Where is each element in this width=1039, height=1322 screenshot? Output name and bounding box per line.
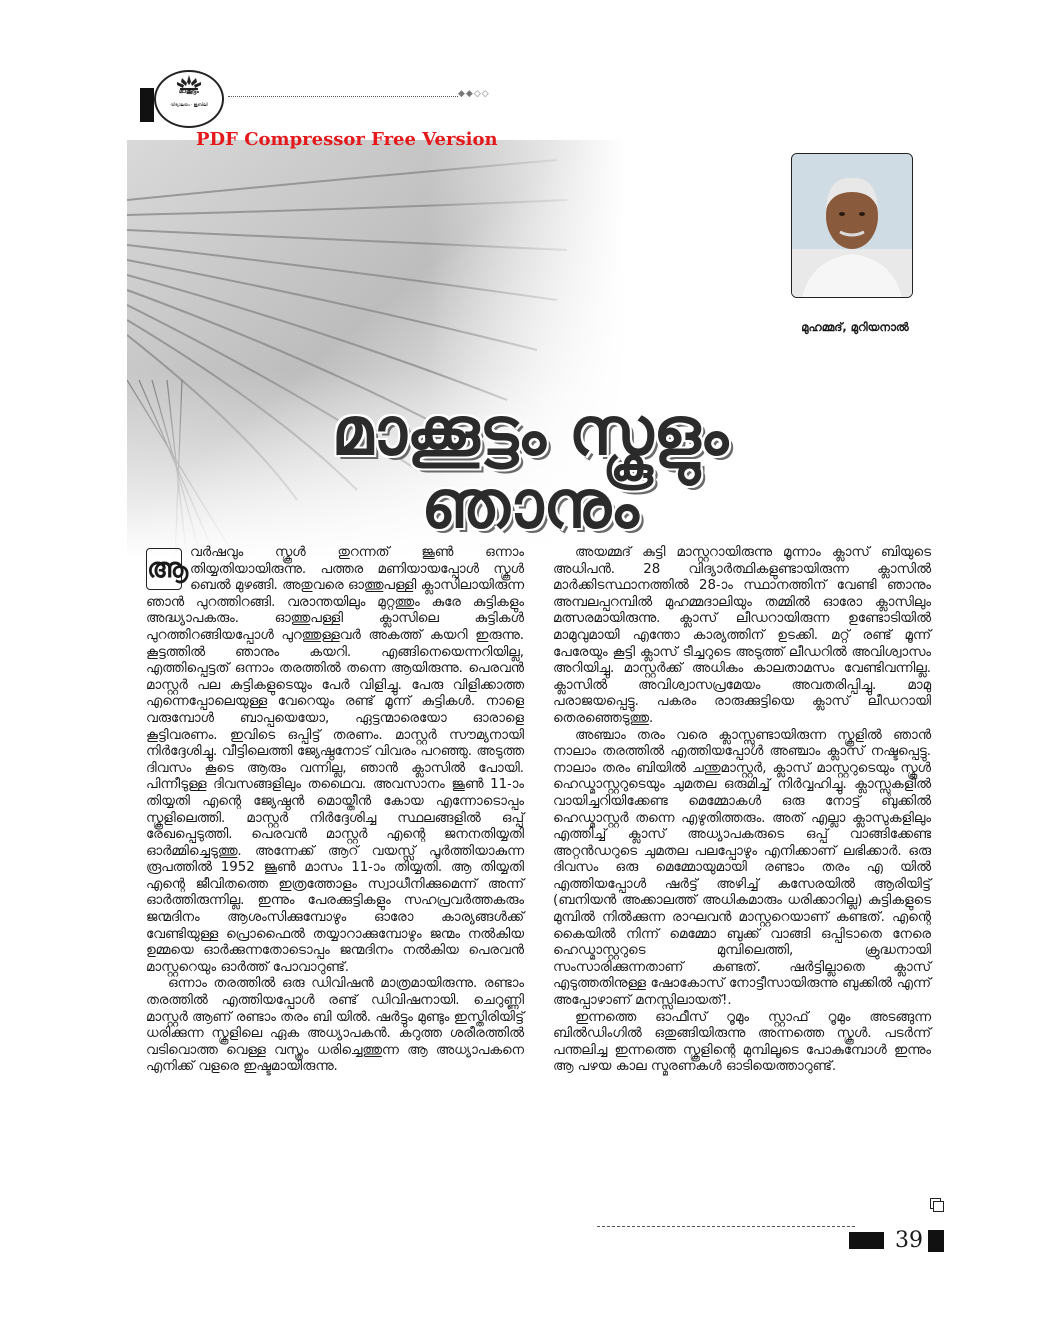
page-number: 39 xyxy=(895,1228,923,1253)
watermark: PDF Compressor Free Version xyxy=(196,129,498,150)
footer-dashed-rule xyxy=(597,1226,855,1227)
article-title-line-2: ഞാനും xyxy=(421,466,639,543)
paragraph: അഞ്ചാം തരം വരെ ക്ലാസ്സുണ്ടായിരുന്ന സ്കൂളിൽ ഞാൻ നാലാം തരത്തിൽ എത്തിയപ്പോൾ അഞ്ചാം ക്ലാസ് നഷ്ടപ്പെട്ടു. നാലാം തരം ബിയിൽ ചന്തുമാസ്റ്റർ, ക്ലാസ് മാസ്റ്ററുടെയും സ്കൂൾ ഹെഡ്മാസ്റ്ററുടെയും ചുമതല ഒരുമിച്ച് നിർവ്വഹിച്ചു. ക്ലാസ്സുകളിൽ വായിച്ചറിയിക്കേണ്ട മെമ്മോകൾ ഒരു നോട്ട് ബുക്കിൽ ഹെഡ്മാസ്റ്റർ തന്നെ എഴുതിത്തരും. അത് എല്ലാ ക്ലാസുകളിലും എത്തിച്ച് ക്ലാസ് അധ്യാപകരുടെ ഒപ്പ് വാങ്ങിക്കേണ്ട അറ്റൻഡറുടെ ചുമതല പലപ്പോഴും എനിക്കാണ് ലഭിക്കാർ. ഒരു ദിവസം ഒരു മെമ്മോയുമായി രണ്ടാം തരം എ യിൽ എത്തിയപ്പോൾ ഷർട്ട് അഴിച്ച് കസേരയിൽ ആരിയിട്ട് (ബനിയൻ അക്കാലത്ത് അധികമാരും ധരിക്കാറില്ല) കുട്ടികളുടെ മുമ്പിൽ നിൽക്കുന്ന രാഘവൻ മാസ്റ്ററെയാണ് കണ്ടത്. എന്റെ കൈയിൽ നിന്ന് മെമ്മോ ബുക്ക് വാങ്ങി ഒപ്പിടാതെ നേരെ ഹെഡ്മാസ്റ്ററുടെ മുമ്പിലെത്തി, ക്രുദ്ധനായി സംസാരിക്കുന്നതാണ് കണ്ടത്. ഷർട്ടില്ലാതെ ക്ലാസ് എടുത്തതിനുള്ള ഷോകോസ് നോട്ടീസായിരുന്നു ബുക്കിൽ എന്ന് അപ്പോഴാണ് മനസ്സിലായത്!. xyxy=(553,727,931,1009)
article-column-right xyxy=(553,545,931,1076)
paragraph xyxy=(146,545,524,976)
article-title-line-1: മാക്കൂട്ടം സ്കൂളും xyxy=(331,393,729,470)
paragraph: ഒന്നാം തരത്തിൽ ഒരു ഡിവിഷൻ മാത്രമായിരുന്നു. രണ്ടാം തരത്തിൽ എത്തിയപ്പോൾ രണ്ട് ഡിവിഷനായി. ചെറുണ്ണി മാസ്റ്റർ ആണ് രണ്ടാം തരം ബി യിൽ. ഷർട്ടും മുണ്ടും ഇസ്തിരിയിട്ട് ധരിക്കുന്ന സ്കൂളിലെ ഏക അധ്യാപകൻ. കറുത്ത ശരീരത്തിൽ വടിവൊത്ത വെള്ള വസ്ത്രം ധരിച്ചെത്തുന്ന ആ അധ്യാപകനെ എനിക്ക് വളരെ ഇഷ്ടമായിരുന്നു. xyxy=(146,976,524,1075)
author-name: മുഹമ്മദ്, മുറിയനാൽ xyxy=(801,320,909,334)
emblem-title: മാക്കൂട്ടം xyxy=(178,88,200,95)
paragraph: അയമ്മദ് കുട്ടി മാസ്റ്ററായിരുന്നു മൂന്നാം ക്ലാസ് ബിയുടെ അധിപൻ. 28 വിദ്യാർത്ഥികളുണ്ടായിരുന്ന ക്ലാസിൽ മാർക്കിടസ്ഥാനത്തിൽ 28-ാം സ്ഥാനത്തിന് വേണ്ടി ഞാനും അമ്പലപ്പറമ്പിൽ മുഹമ്മദാലിയും തമ്മിൽ ഓരോ ക്ലാസിലും മത്സരമായിരുന്നു. ക്ലാസ് ലീഡറായിരുന്ന ഉണ്ടോടിയിൽ മാമുവുമായി എന്തോ കാര്യത്തിന് ഉടക്കി. മറ്റ് രണ്ട് മൂന്ന് പേരേയും കൂട്ടി ക്ലാസ് ടീച്ചറുടെ അടുത്ത് ലീഡറിൽ അവിശ്വാസം അറിയിച്ചു. മാസ്റ്റർക്ക് അധികം കാലതാമസം വേണ്ടിവന്നില്ല. ക്ലാസിൽ അവിശ്വാസപ്രമേയം അവതരിപ്പിച്ചു. മാമു പരാജയപ്പെട്ടു. പകരം രാരുക്കുട്ടിയെ ക്ലാസ് ലീഡറായി തെരഞ്ഞെടുത്തു. xyxy=(553,545,931,726)
author-portrait-image xyxy=(792,154,912,297)
header-diamonds: ◆◆◇◇ xyxy=(458,89,490,99)
emblem-black-block xyxy=(140,88,154,122)
paragraph: ഇന്നത്തെ ഓഫീസ് റൂമും സ്റ്റാഫ് റൂമും അടങ്ങുന്ന ബിൽഡിംഗിൽ ഒതുങ്ങിയിരുന്നു അന്നത്തെ സ്കൂൾ. പടർന്ന് പന്തലിച്ച ഇന്നത്തെ സ്കൂളിന്റെ മുമ്പിലൂടെ പോകുമ്പോൾ ഇന്നും ആ പഴയ കാല സ്മരണകൾ ഓടിയെത്താറുണ്ട്. xyxy=(553,1009,931,1075)
header-dotted-rule xyxy=(228,96,458,97)
page-number-bar xyxy=(928,1230,944,1252)
end-of-article-icon xyxy=(930,1198,944,1212)
emblem-subtitle: വിദ്യാലയം · ജൂബിലി xyxy=(170,102,208,107)
school-emblem xyxy=(140,68,226,130)
author-photo xyxy=(791,153,913,298)
drop-cap: ആ xyxy=(146,548,182,590)
article-column-left xyxy=(146,545,524,1076)
paragraph-text: വർഷവും സ്കൂൾ തുറന്നത് ജൂൺ ഒന്നാം തിയ്യതിയായിരുന്നു. പത്തര മണിയായപ്പോൾ സ്കൂൾ ബെൽ മുഴങ്ങി. അതുവരെ ഓത്തുപള്ളി ക്ലാസിലായിരുന്ന ഞാൻ പുറത്തിറങ്ങി. വരാന്തയിലും മുറ്റത്തും കുരേ കുട്ടികളും അദ്ധ്യാപകരും. ഓത്തുപള്ളി ക്ലാസിലെ കുട്ടികൾ പുറത്തിറങ്ങിയപ്പോൾ പുറത്തുള്ളവർ അകത്ത് കയറി ഇരുന്നു. കൂട്ടത്തിൽ ഞാനും കയറി. എങ്ങിനെയെന്നറിയില്ല, എത്തിപ്പെട്ടത് ഒന്നാം തരത്തിൽ തന്നെ ആയിരുന്നു. പെരവൻ മാസ്റ്റർ പല കുട്ടികളുടെയും പേർ വിളിച്ചു. പേരു വിളിക്കാത്ത എന്നെപ്പോലെയുള്ള വേറെയും രണ്ട് മൂന്ന് കുട്ടികൾ. നാളെ വരുമ്പോൾ ബാപ്പയെയോ, ഏട്ടന്മാരെയോ ഓരാളെ കൂട്ടിവരണം. ഇവിടെ ഒപ്പിട്ട് തരണം. മാസ്റ്റർ സൗമ്യനായി നിർദ്ദേശിച്ചു. വീട്ടിലെത്തി ജ്യേഷ്ഠനോട് വിവരം പറഞ്ഞു. അടുത്ത ദിവസം കൂടെ ആരും വന്നില്ല, ഞാൻ ക്ലാസിൽ പോയി. പിന്നീടുള്ള ദിവസങ്ങളിലും തഥൈവ. അവസാനം ജൂൺ 11-ാം തിയ്യതി എന്റെ ജ്യേഷ്ഠൻ മൊയ്തീൻ കോയ എന്നോടൊപ്പം സ്കൂളിലെത്തി. മാസ്റ്റർ നിർദ്ദേശിച്ച സ്ഥലങ്ങളിൽ ഒപ്പ് രേഖപ്പെടുത്തി. പെരവൻ മാസ്റ്റർ എന്റെ ജനനതിയ്യതി ഓർമ്മിച്ചെടുത്തു. അന്നേക്ക് ആറ് വയസ്സ് പൂർത്തിയാകുന്ന രൂപത്തിൽ 1952 ജൂൺ മാസം 11-ാം തിയ്യതി. ആ തിയ്യതി എന്റെ ജീവിതത്തെ ഇത്രത്തോളം സ്വാധീനിക്കുമെന്ന് അന്ന് ഓർത്തിരുന്നില്ല. ഇന്നും പേരക്കുട്ടികളും സഹപ്രവർത്തകരും ജന്മദിനം ആശംസിക്കുമ്പോഴും ഓരോ കാര്യങ്ങൾക്ക് വേണ്ടിയുള്ള പ്രൊഫൈൽ തയ്യാറാക്കുമ്പോഴും ജന്മം നൽകിയ ഉമ്മയെ ഓർക്കുന്നതോടൊപ്പം ജന്മദിനം നൽകിയ പെരവൻ മാസ്റ്ററെയും ഓർത്ത് പോവാറുണ്ട്. xyxy=(146,545,524,975)
footer-black-bar xyxy=(849,1232,884,1249)
